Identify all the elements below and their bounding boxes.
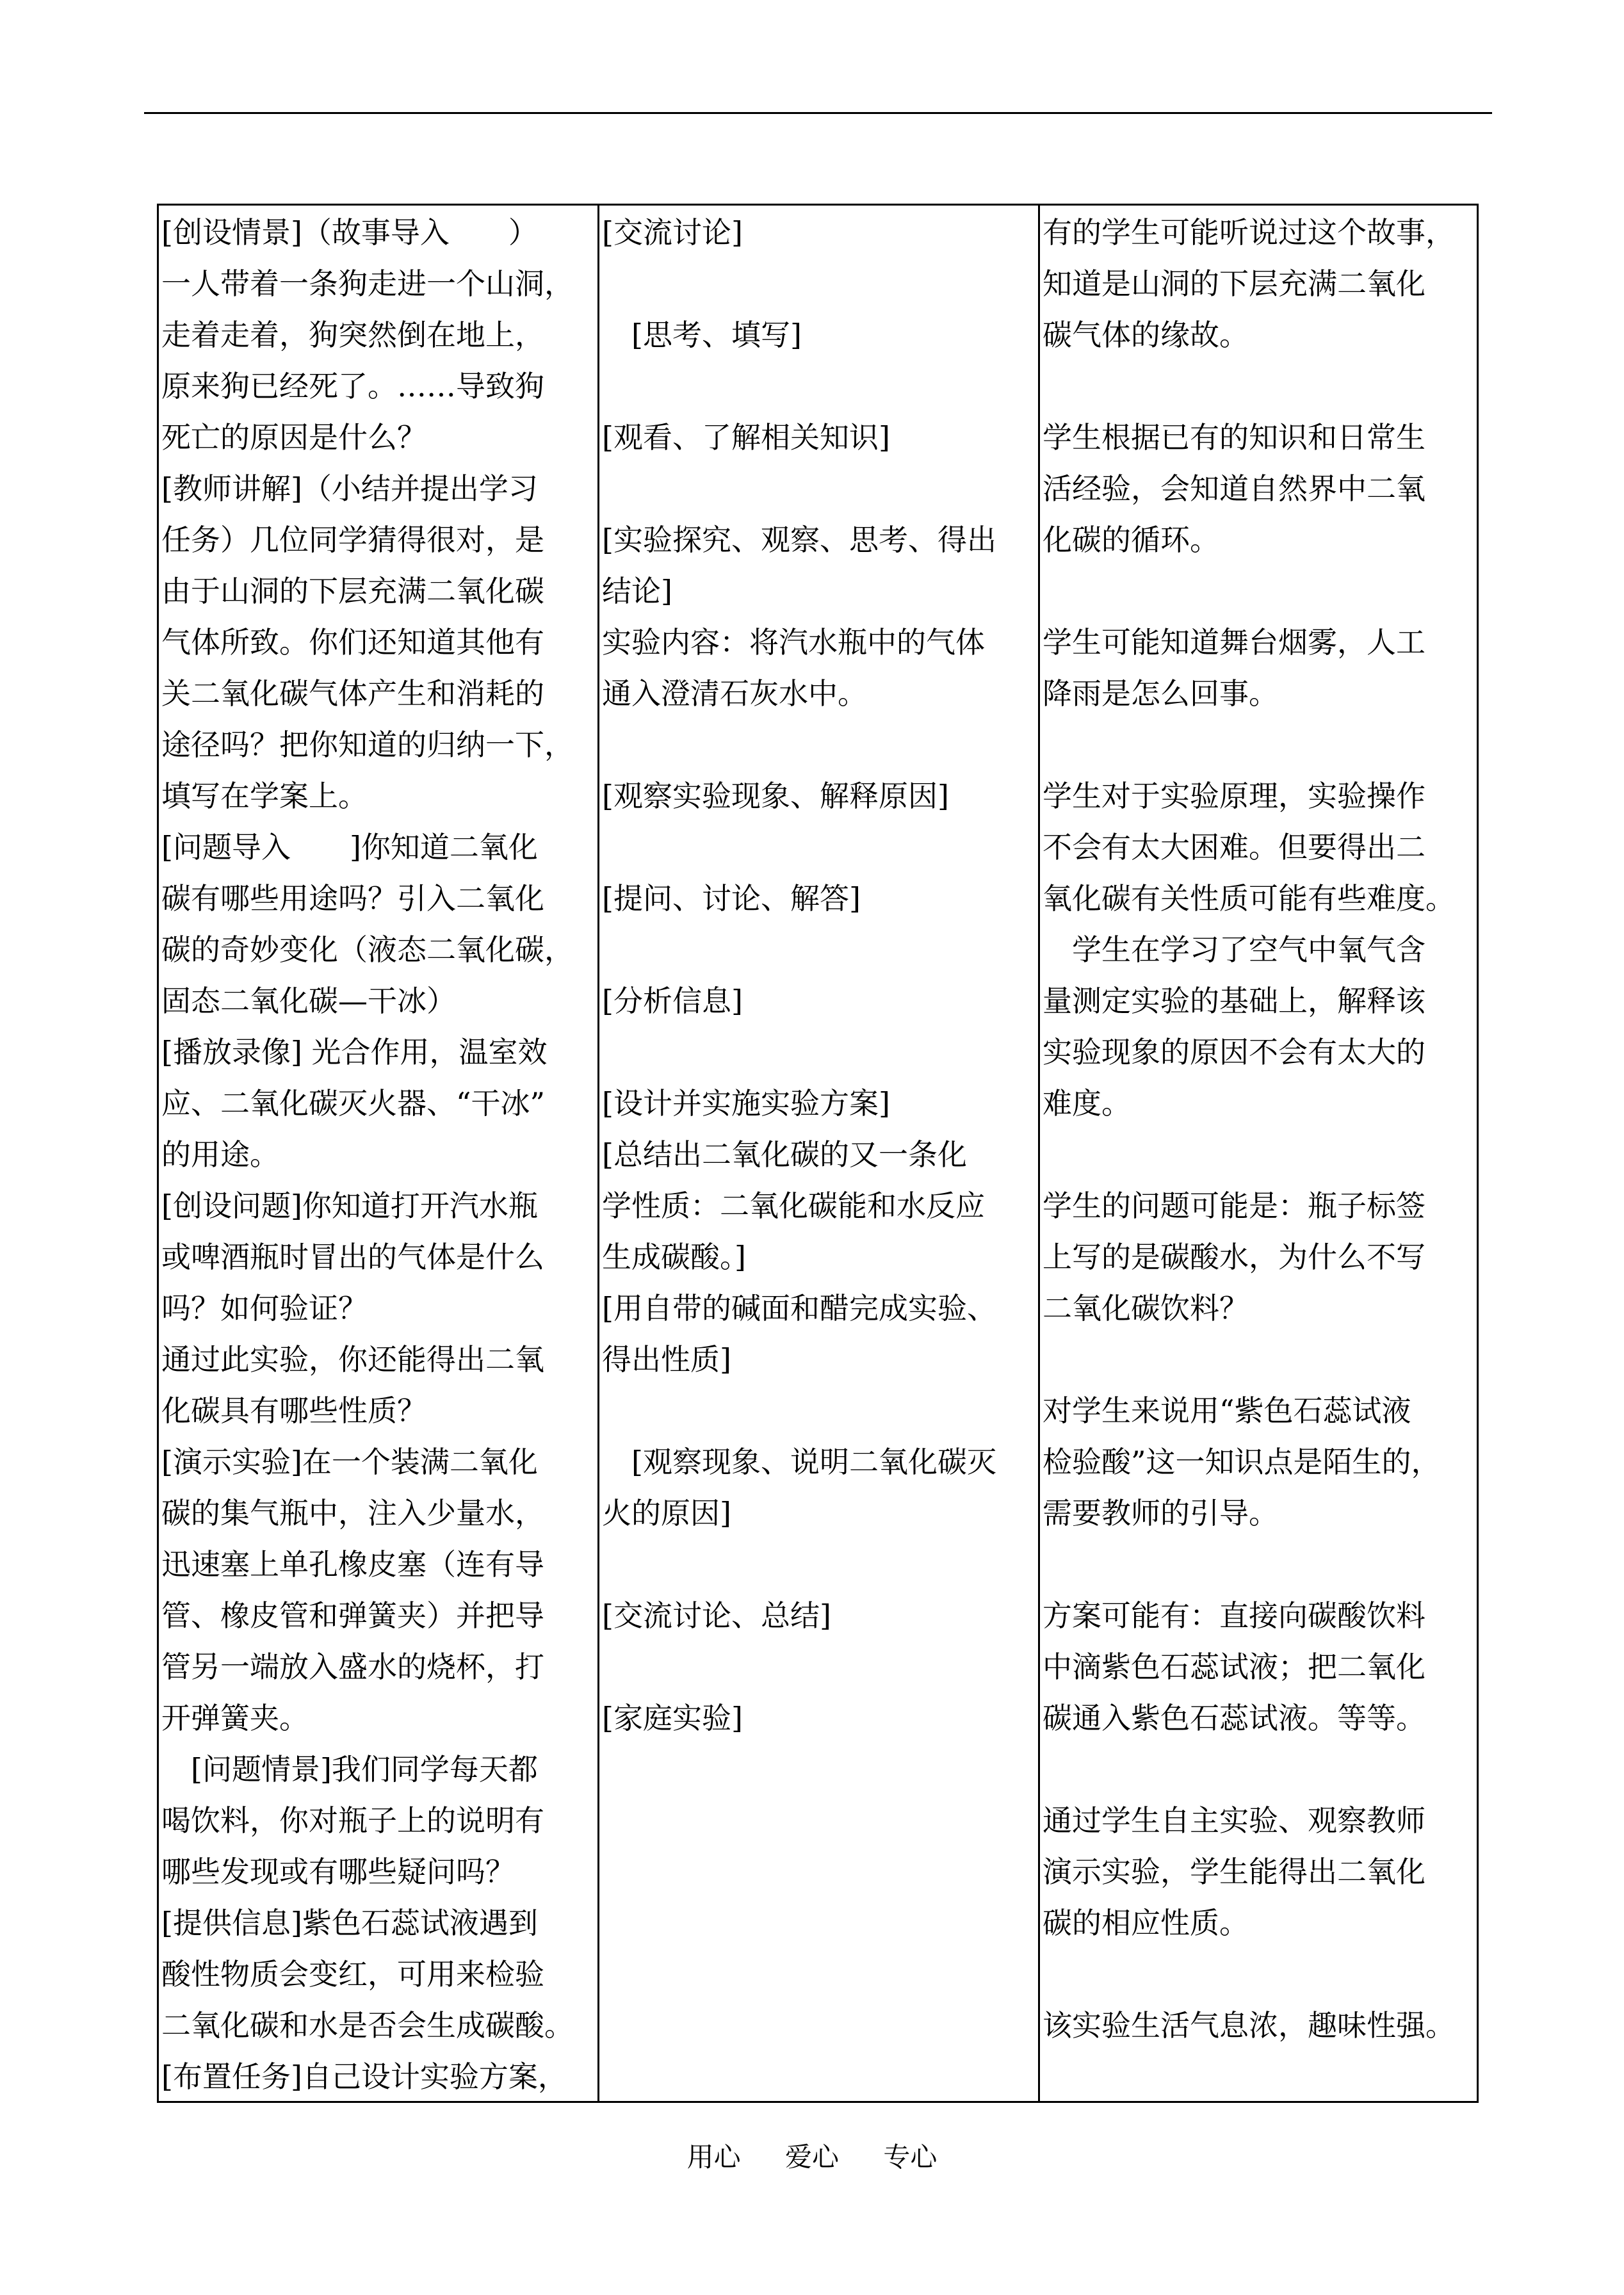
text-line: 不会有太大困难。但要得出二	[1043, 830, 1425, 864]
teacher-activity-column	[159, 206, 599, 2101]
footer-text-2: 爱心	[784, 2141, 839, 2173]
footer-text-3: 专心	[883, 2141, 938, 2173]
text-line: 生成碳酸。]	[602, 1240, 746, 1274]
text-line: 演示实验，学生能得出二氧化	[1043, 1854, 1425, 1889]
text-line: [用自带的碱面和醋完成实验、	[602, 1291, 996, 1326]
text-line: 哪些发现或有哪些疑问吗？	[161, 1854, 515, 1889]
text-line: 的用途。	[161, 1137, 279, 1172]
text-line: 二氧化碳和水是否会生成碳酸。	[161, 2008, 574, 2043]
text-line: 二氧化碳饮料？	[1043, 1291, 1249, 1326]
text-line: [交流讨论、总结]	[602, 1598, 831, 1633]
footer-text-1: 用心	[686, 2141, 741, 2173]
text-line: 酸性物质会变红，可用来检验	[161, 1957, 544, 1991]
text-line: 火的原因]	[602, 1496, 731, 1530]
text-line: 检验酸”这一知识点是陌生的，	[1043, 1445, 1441, 1479]
text-line: 一人带着一条狗走进一个山洞，	[161, 266, 574, 301]
text-line: [交流讨论]	[602, 215, 743, 250]
text-line: 知道是山洞的下层充满二氧化	[1043, 266, 1425, 301]
text-line: [提问、讨论、解答]	[602, 881, 861, 916]
text-line: [播放录像] 光合作用，温室效	[161, 1035, 548, 1069]
text-line: 学生可能知道舞台烟雾，人工	[1043, 625, 1425, 660]
text-line: [观察实验现象、解释原因]	[602, 779, 949, 813]
text-line: 得出性质]	[602, 1342, 731, 1377]
header-rule	[144, 112, 1492, 114]
text-line: 走着走着，狗突然倒在地上，	[161, 318, 544, 352]
text-line: 学生根据已有的知识和日常生	[1043, 420, 1425, 455]
text-line: 碳气体的缘故。	[1043, 318, 1249, 352]
text-line: 实验内容：将汽水瓶中的气体	[602, 625, 985, 660]
text-line: 管、橡皮管和弹簧夹）并把导	[161, 1598, 544, 1633]
text-line: 碳的相应性质。	[1043, 1906, 1249, 1940]
text-line: 填写在学案上。	[161, 779, 368, 813]
text-line: [设计并实施实验方案]	[602, 1086, 890, 1121]
text-line: [教师讲解]（小结并提出学习	[161, 471, 538, 506]
text-line: [问题导入 ]你知道二氧化	[161, 830, 538, 864]
text-line: 降雨是怎么回事。	[1043, 676, 1278, 711]
text-line: 碳通入紫色石蕊试液。等等。	[1043, 1701, 1425, 1735]
text-line: 对学生来说用“紫色石蕊试液	[1043, 1393, 1411, 1428]
text-line: 化碳的循环。	[1043, 523, 1219, 557]
student-activity-column	[599, 206, 1040, 2101]
text-line: 方案可能有：直接向碳酸饮料	[1043, 1598, 1425, 1633]
text-line: [创设情景]（故事导入 ）	[161, 215, 538, 250]
text-line: 学生在学习了空气中氧气含	[1043, 932, 1425, 967]
text-line: 该实验生活气息浓，趣味性强。	[1043, 2008, 1455, 2043]
text-line: 喝饮料，你对瓶子上的说明有	[161, 1803, 544, 1838]
text-line: 学性质：二氧化碳能和水反应	[602, 1188, 985, 1223]
text-line: [布置任务]自己设计实验方案，	[161, 2059, 567, 2094]
text-line: [总结出二氧化碳的又一条化	[602, 1137, 967, 1172]
text-line: 迅速塞上单孔橡皮塞（连有导	[161, 1547, 544, 1582]
design-intent-column	[1040, 206, 1477, 2101]
text-line: 任务）几位同学猜得很对，是	[161, 523, 544, 557]
text-line: 原来狗已经死了。……导致狗	[161, 369, 544, 403]
text-line: 管另一端放入盛水的烧杯，打	[161, 1650, 544, 1684]
text-line: 关二氧化碳气体产生和消耗的	[161, 676, 544, 711]
text-line: [提供信息]紫色石蕊试液遇到	[161, 1906, 538, 1940]
text-line: [观察现象、说明二氧化碳灭	[602, 1445, 996, 1479]
text-line: 或啤酒瓶时冒出的气体是什么	[161, 1240, 544, 1274]
text-line: 需要教师的引导。	[1043, 1496, 1278, 1530]
text-line: [思考、填写]	[602, 318, 802, 352]
text-line: 学生的问题可能是：瓶子标签	[1043, 1188, 1425, 1223]
text-line: 途径吗？把你知道的归纳一下，	[161, 727, 574, 762]
page-footer	[0, 2136, 1624, 2175]
text-line: 难度。	[1043, 1086, 1131, 1121]
text-line: 实验现象的原因不会有太大的	[1043, 1035, 1425, 1069]
text-line: [演示实验]在一个装满二氧化	[161, 1445, 538, 1479]
text-line: 碳的集气瓶中，注入少量水，	[161, 1496, 544, 1530]
text-line: 中滴紫色石蕊试液；把二氧化	[1043, 1650, 1425, 1684]
text-line: 通过学生自主实验、观察教师	[1043, 1803, 1425, 1838]
text-line: 结论]	[602, 574, 672, 608]
text-line: 开弹簧夹。	[161, 1701, 309, 1735]
text-line: 有的学生可能听说过这个故事，	[1043, 215, 1455, 250]
lesson-table	[157, 204, 1479, 2103]
text-line: 氧化碳有关性质可能有些难度。	[1043, 881, 1455, 916]
text-line: 通过此实验，你还能得出二氧	[161, 1342, 544, 1377]
text-line: 气体所致。你们还知道其他有	[161, 625, 544, 660]
text-line: 化碳具有哪些性质？	[161, 1393, 426, 1428]
text-line: [实验探究、观察、思考、得出	[602, 523, 996, 557]
text-line: 量测定实验的基础上，解释该	[1043, 984, 1425, 1018]
text-line: 碳的奇妙变化（液态二氧化碳，	[161, 932, 574, 967]
text-line: 上写的是碳酸水，为什么不写	[1043, 1240, 1425, 1274]
text-line: 学生对于实验原理，实验操作	[1043, 779, 1425, 813]
text-line: 死亡的原因是什么？	[161, 420, 426, 455]
text-line: 由于山洞的下层充满二氧化碳	[161, 574, 544, 608]
text-line: [分析信息]	[602, 984, 743, 1018]
text-line: 吗？如何验证？	[161, 1291, 368, 1326]
text-line: 通入澄清石灰水中。	[602, 676, 867, 711]
text-line: [创设问题]你知道打开汽水瓶	[161, 1188, 538, 1223]
text-line: 应、二氧化碳灭火器、“干冰”	[161, 1086, 546, 1121]
text-line: 固态二氧化碳—干冰）	[161, 984, 456, 1018]
text-line: 活经验，会知道自然界中二氧	[1043, 471, 1425, 506]
text-line: 碳有哪些用途吗？引入二氧化	[161, 881, 544, 916]
text-line: [家庭实验]	[602, 1701, 743, 1735]
text-line: [问题情景]我们同学每天都	[161, 1752, 538, 1787]
text-line: [观看、了解相关知识]	[602, 420, 890, 455]
